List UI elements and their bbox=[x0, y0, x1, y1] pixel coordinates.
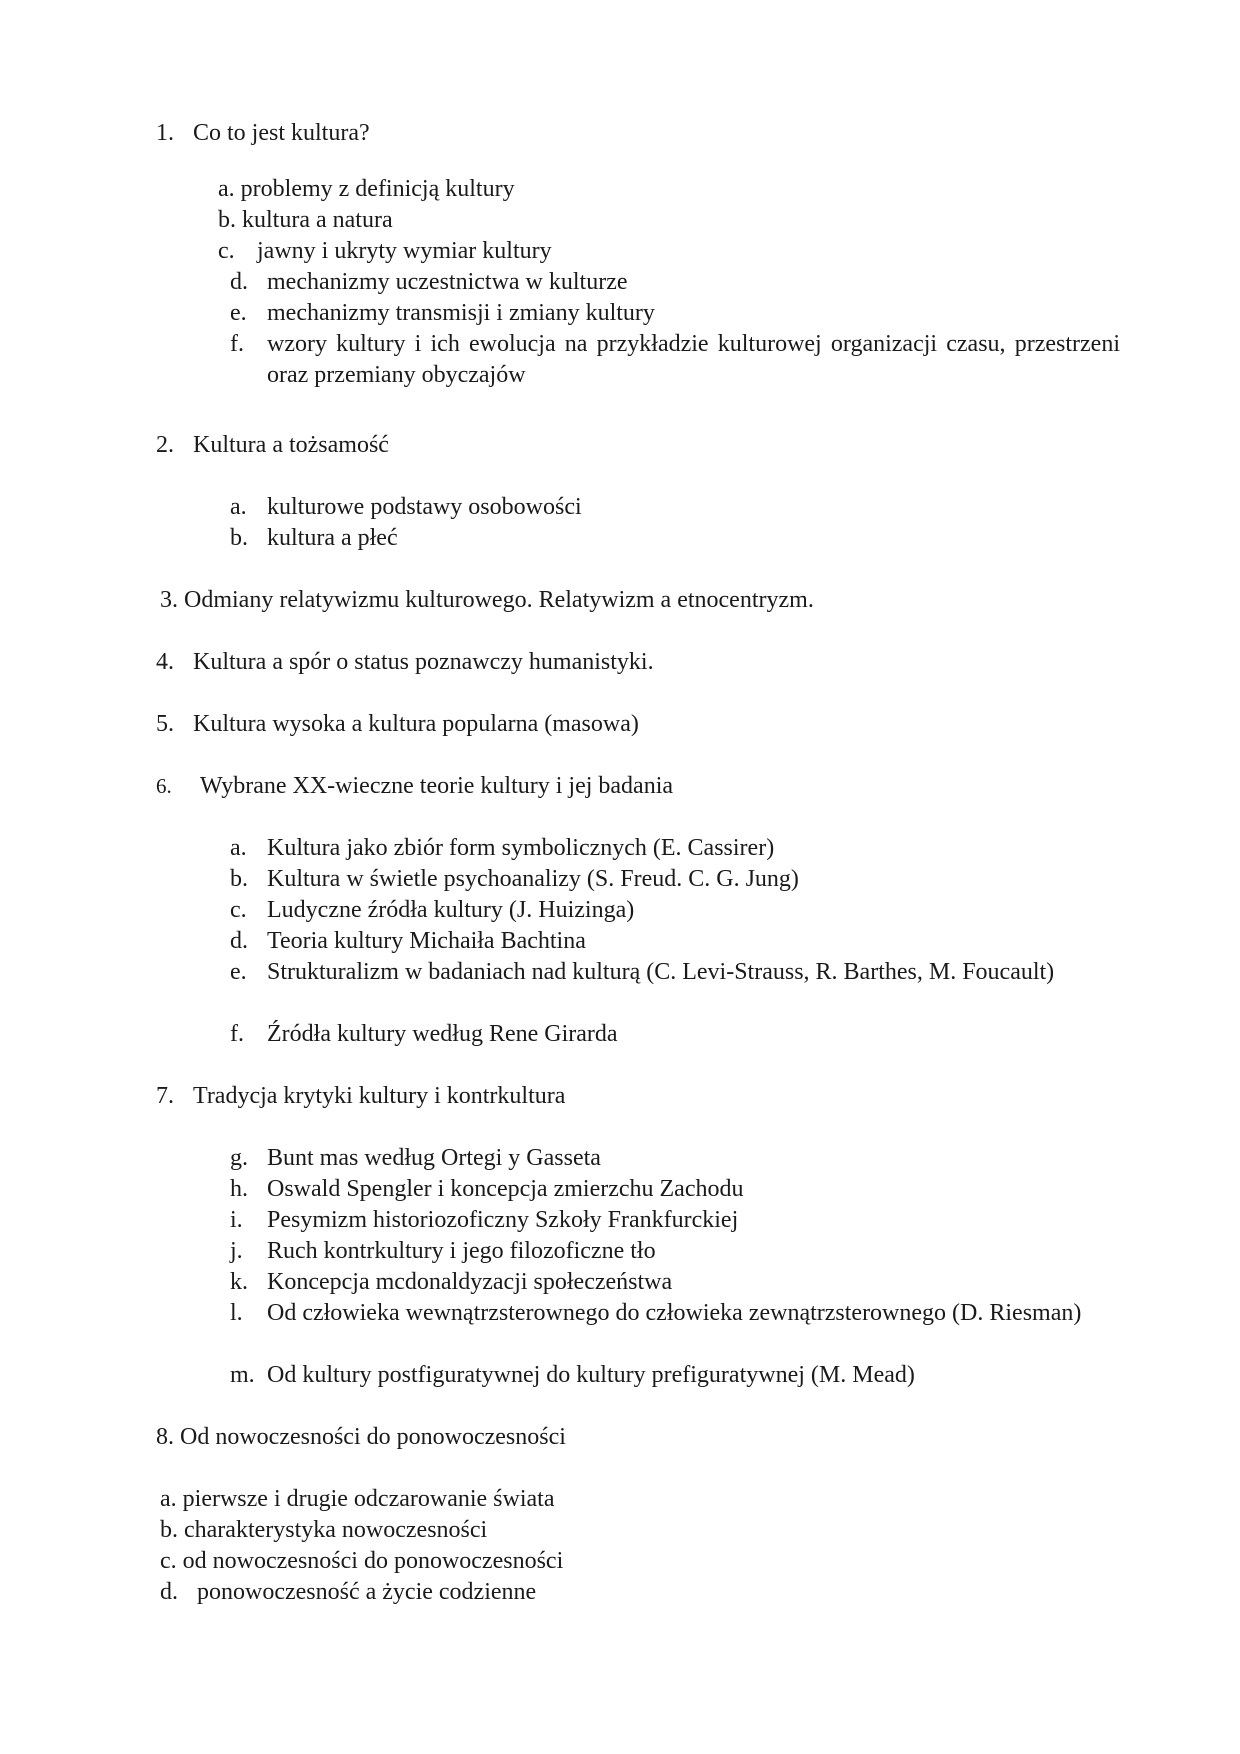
list-text: mechanizmy uczestnictwa w kulturze bbox=[267, 269, 628, 295]
section-title: Co to jest kultura? bbox=[193, 120, 370, 146]
list-text: jawny i ukryty wymiar kultury bbox=[257, 238, 552, 264]
list-marker: d. bbox=[230, 269, 248, 295]
list-text: charakterystyka nowoczesności bbox=[184, 1517, 488, 1543]
list-text: Pesymizm historiozoficzny Szkoły Frankfurckiej bbox=[267, 1207, 739, 1233]
list-item bbox=[230, 833, 774, 863]
list-marker: d. bbox=[160, 1579, 178, 1605]
section-heading bbox=[156, 771, 673, 801]
list-text: Koncepcja mcdonaldyzacji społeczeństwa bbox=[267, 1269, 673, 1295]
list-marker-line bbox=[230, 957, 247, 987]
list-marker: m. bbox=[230, 1362, 255, 1388]
list-item bbox=[160, 1577, 536, 1607]
list-marker: a. bbox=[230, 835, 247, 861]
section-title: Wybrane XX-wieczne teorie kultury i jej badania bbox=[200, 773, 674, 799]
list-item bbox=[230, 1174, 743, 1204]
section-number: 5. bbox=[156, 711, 174, 737]
section-title: Tradycja krytyki kultury i kontrkultura bbox=[193, 1083, 566, 1109]
list-text: Strukturalizm w badaniach nad kulturą (C. Levi-Strauss, R. Barthes, M. Foucault) bbox=[267, 959, 1055, 985]
list-item bbox=[218, 205, 393, 235]
list-text: kultura a płeć bbox=[267, 525, 398, 551]
list-text: Bunt mas według Ortegi y Gasseta bbox=[267, 1145, 601, 1171]
list-text: Teoria kultury Michaiła Bachtina bbox=[267, 928, 586, 954]
list-text: Kultura jako zbiór form symbolicznych (E. Cassirer) bbox=[267, 835, 775, 861]
section-heading bbox=[160, 585, 814, 615]
list-text: ponowoczesność a życie codzienne bbox=[197, 1579, 537, 1605]
list-marker: l. bbox=[230, 1300, 243, 1326]
section-title: Od nowoczesności do ponowoczesności bbox=[180, 1424, 566, 1450]
list-text: kultura a natura bbox=[242, 207, 393, 233]
list-marker: a. bbox=[160, 1486, 177, 1512]
list-item bbox=[230, 298, 655, 328]
list-item bbox=[218, 236, 552, 266]
list-text: Od kultury postfiguratywnej do kultury prefiguratywnej (M. Mead) bbox=[267, 1362, 915, 1388]
list-marker: b. bbox=[230, 866, 248, 892]
section-heading bbox=[156, 709, 639, 739]
list-item bbox=[160, 1546, 563, 1576]
list-text: pierwsze i drugie odczarowanie świata bbox=[182, 1486, 555, 1512]
list-item bbox=[230, 1019, 618, 1049]
list-marker: b. bbox=[230, 525, 248, 551]
list-marker: h. bbox=[230, 1176, 248, 1202]
list-marker: e. bbox=[230, 300, 247, 326]
list-marker: d. bbox=[230, 928, 248, 954]
list-item bbox=[230, 1236, 656, 1266]
list-marker: f. bbox=[230, 331, 244, 357]
section-number: 4. bbox=[156, 649, 174, 675]
section-heading bbox=[156, 1422, 566, 1452]
list-marker: e. bbox=[230, 959, 247, 985]
list-text: Ludyczne źródła kultury (J. Huizinga) bbox=[267, 897, 635, 923]
list-text: Kultura w świetle psychoanalizy (S. Freud. C. G. Jung) bbox=[267, 866, 799, 892]
list-item bbox=[160, 1515, 487, 1545]
list-text: problemy z definicją kultury bbox=[240, 176, 515, 202]
list-item bbox=[230, 926, 586, 956]
section-heading bbox=[156, 118, 370, 148]
list-text: mechanizmy transmisji i zmiany kultury bbox=[267, 300, 655, 326]
list-text: wzory kultury i ich ewolucja na przykładzie kulturowej organizacji czasu, przestrzeni oraz przemiany obyczajów bbox=[267, 331, 1120, 388]
list-text: Od człowieka wewnątrzsterownego do człowieka zewnątrzsterownego (D. Riesman) bbox=[267, 1300, 1082, 1326]
list-marker: b. bbox=[160, 1517, 178, 1543]
list-marker: g. bbox=[230, 1145, 248, 1171]
list-item bbox=[230, 1205, 738, 1235]
list-item bbox=[230, 1267, 672, 1297]
list-item bbox=[230, 1143, 601, 1173]
section-number: 1. bbox=[156, 120, 174, 146]
list-marker: i. bbox=[230, 1207, 243, 1233]
section-title: Kultura a spór o status poznawczy humanistyki. bbox=[193, 649, 654, 675]
section-number: 3. bbox=[160, 587, 178, 613]
section-title: Kultura wysoka a kultura popularna (masowa) bbox=[193, 711, 639, 737]
section-number: 8. bbox=[156, 1424, 174, 1450]
list-item bbox=[230, 492, 582, 522]
list-marker: a. bbox=[218, 176, 235, 202]
section-title: Odmiany relatywizmu kulturowego. Relatywizm a etnocentryzm. bbox=[184, 587, 814, 613]
list-text: Ruch kontrkultury i jego filozoficzne tło bbox=[267, 1238, 656, 1264]
list-marker: f. bbox=[230, 1021, 244, 1047]
list-item bbox=[230, 895, 634, 925]
list-marker: b. bbox=[218, 207, 236, 233]
list-text: od nowoczesności do ponowoczesności bbox=[182, 1548, 564, 1574]
list-marker: j. bbox=[230, 1238, 243, 1264]
section-number: 6. bbox=[156, 774, 172, 798]
list-item bbox=[230, 523, 398, 553]
section-number: 7. bbox=[156, 1083, 174, 1109]
list-marker: a. bbox=[230, 494, 247, 520]
list-marker: c. bbox=[160, 1548, 177, 1574]
list-item bbox=[230, 267, 628, 297]
section-number: 2. bbox=[156, 432, 174, 458]
list-marker: c. bbox=[230, 897, 247, 923]
section-heading bbox=[156, 430, 389, 460]
list-item bbox=[230, 864, 799, 894]
section-heading bbox=[156, 647, 654, 677]
list-marker: k. bbox=[230, 1269, 248, 1295]
list-item bbox=[160, 1484, 555, 1514]
list-marker: c. bbox=[218, 238, 235, 264]
list-marker-line bbox=[230, 329, 244, 359]
section-heading bbox=[156, 1081, 565, 1111]
list-marker-line bbox=[230, 1298, 243, 1328]
section-title: Kultura a tożsamość bbox=[193, 432, 389, 458]
list-text: Źródła kultury według Rene Girarda bbox=[267, 1021, 618, 1047]
list-text: kulturowe podstawy osobowości bbox=[267, 494, 582, 520]
list-item bbox=[218, 174, 515, 204]
list-item bbox=[230, 1360, 915, 1390]
list-text: Oswald Spengler i koncepcja zmierzchu Zachodu bbox=[267, 1176, 744, 1202]
